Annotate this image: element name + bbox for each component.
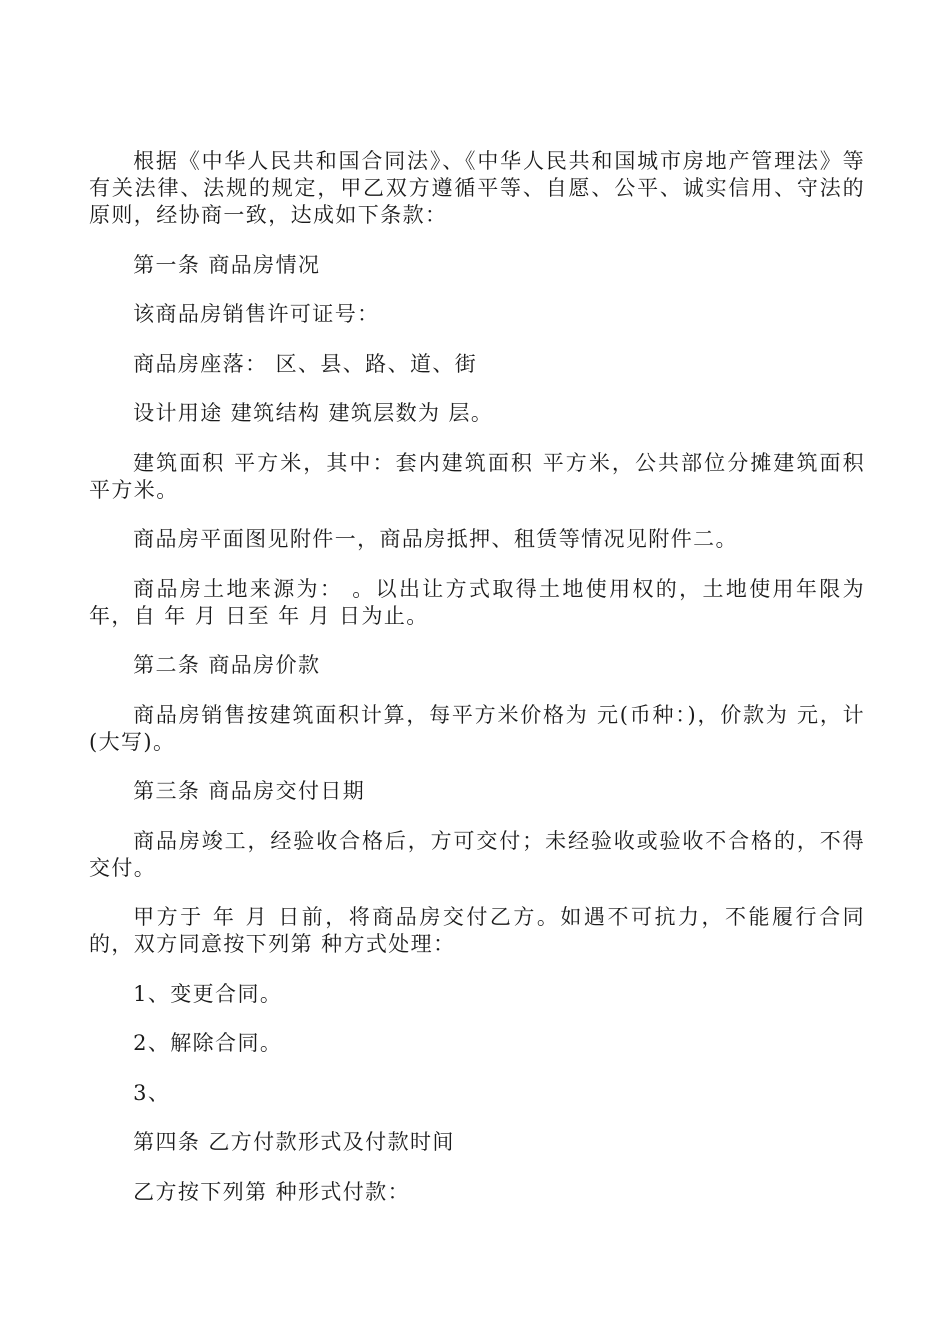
article-1-heading: 第一条 商品房情况 xyxy=(133,252,321,277)
delivery-paragraph: 甲方于 年 月 日前，将商品房交付乙方。如遇不可抗力，不能履行合同的，双方同意按下列第 种方式处理： xyxy=(89,905,865,956)
article-2-heading: 第二条 商品房价款 xyxy=(133,653,321,677)
location-line: 商品房座落： 区、县、路、道、街 xyxy=(133,351,478,376)
sales-permit-line: 该商品房销售许可证号： xyxy=(133,302,380,326)
document-body xyxy=(89,148,865,1228)
option-2: 2、解除合同。 xyxy=(133,1031,283,1055)
option-3: 3、 xyxy=(133,1080,171,1105)
option-1: 1、变更合同。 xyxy=(133,981,283,1006)
attachments-line: 商品房平面图见附件一，商品房抵押、租赁等情况见附件二。 xyxy=(133,527,738,551)
payment-form-line: 乙方按下列第 种形式付款： xyxy=(133,1179,410,1204)
floor-area-paragraph: 建筑面积 平方米，其中：套内建筑面积 平方米，公共部位分摊建筑面积 平方米。 xyxy=(89,450,865,502)
completion-paragraph: 商品房竣工，经验收合格后，方可交付；未经验收或验收不合格的，不得交付。 xyxy=(89,828,865,880)
design-purpose-line: 设计用途 建筑结构 建筑层数为 层。 xyxy=(133,401,494,425)
article-4-heading: 第四条 乙方付款形式及付款时间 xyxy=(133,1130,455,1154)
land-source-paragraph: 商品房土地来源为： 。以出让方式取得土地使用权的，土地使用年限为 年，自 年 月 日至 年 月 日为止。 xyxy=(89,576,865,628)
article-3-heading: 第三条 商品房交付日期 xyxy=(133,779,366,803)
price-paragraph: 商品房销售按建筑面积计算，每平方米价格为 元(币种：)，价款为 元，计 (大写)。 xyxy=(89,702,865,754)
intro-paragraph: 根据《中华人民共和国合同法》、《中华人民共和国城市房地产管理法》等有关法律、法规的规定，甲乙双方遵循平等、自愿、公平、诚实信用、守法的原则，经协商一致，达成如下条款： xyxy=(89,149,865,227)
